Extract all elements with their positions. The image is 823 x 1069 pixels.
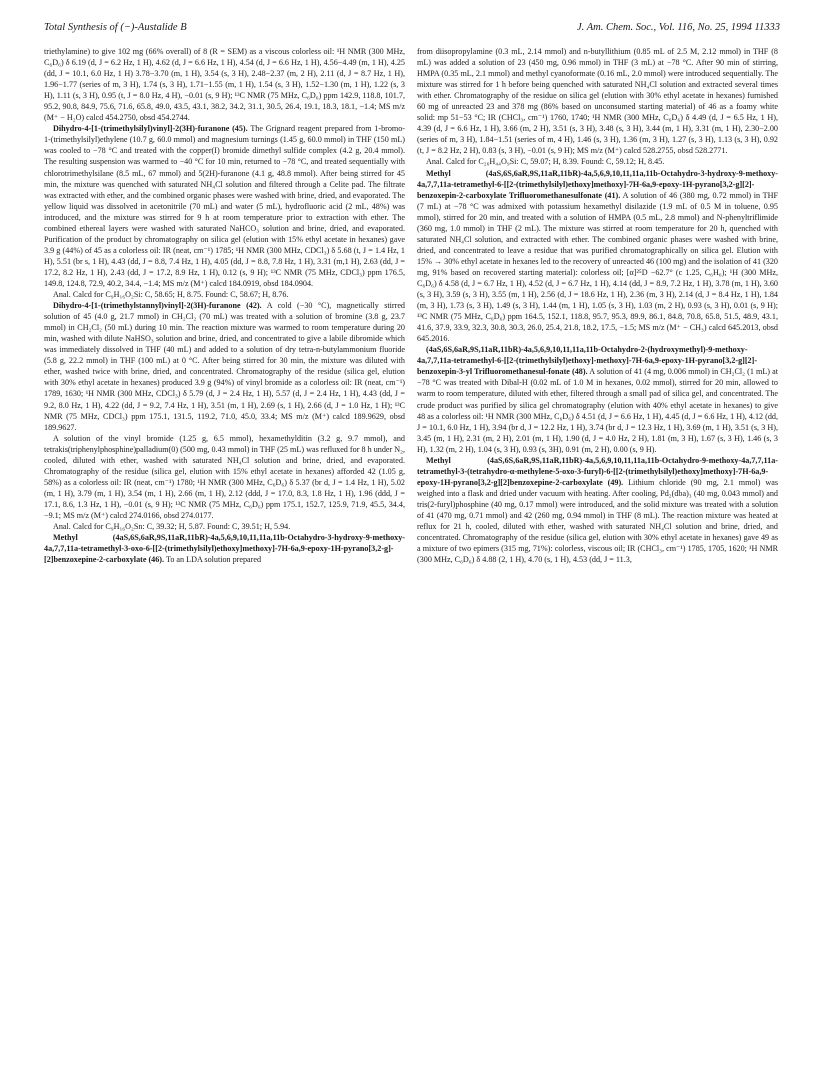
running-title: Total Synthesis of (−)-Austalide B (44, 22, 187, 33)
paragraph: Anal. Calcd for C₉H₁₆O₂Sn: C, 39.32; H, 5.87. Found: C, 39.51; H, 5.94. (53, 522, 291, 532)
paragraph (417, 168, 778, 345)
paragraph-body: A solution of 41 (4 mg, 0.006 mmol) in CH₂Cl₂ (1 mL) at −78 °C was treated with Dibal-H (0.02 mL of 1.0 M in hexanes, 0.02 mmol), stirred for 20 min, allowed to warm to room temperature, diluted with ether, filtered through a small pad of silica gel, and concentrated. The crude product was purified by silica gel chromatography (elution with 40% ethyl acetate in hexanes) to give 48 as a colorless oil: ¹H NMR (300 MHz, C₆D₆) δ 4.51 (d, J = 6.6 Hz, 1 H), 4.45 (d, J = 6.6 Hz, 1 H), 4.12 (dd, J = 10.1, 6.0 Hz, 1 H), 3.94 (br d, J = 12.2 Hz, 1 H), 3.74 (br d, J = 12.3 Hz, 1 H), 3.69 (m, 1 H), 3.51 (s, 3 H), 3.45 (m, 1 H), 2.31 (m, 2 H), 2.01 (m, 1 H), 1.90 (d, J = 4.0 Hz, 2 H), 1.81 (m, 3 H), 1.67 (s, 3 H), 1.46 (s, 3 H), 1.32 (m, 2 H), 1.04 (s, 3 H), 0.93 (s, 3H), 0.91 (m, 2 H), 0.00 (s, 9 H). (417, 367, 778, 454)
paragraph-body: A cold (−30 °C), magnetically stirred solution of 45 (4.0 g, 21.7 mmol) in CH₂Cl₂ (70 mL) was treated with a solution of bromine (3.8 g, 23.7 mmol) in CH₂Cl₂ (50 mL) during 10 min. The reaction mixture was warmed to room temperature during 20 min, washed with dilute NaHSO₃ solution and brine, dried, and concentrated to give a labile dibromide which was immediately dissolved in THF (40 mL) and added to a solution of dry tetra-n-butylammonium fluoride (5.8 g, 22.2 mmol) in THF (100 mL) at 0 °C. After being stirred for 30 min, the mixture was diluted with ether, washed twice with brine, dried, and concentrated. Chromatography of the residue (silica gel, elution with 30% ethyl acetate in hexanes) produced 3.9 g (94%) of vinyl bromide as a colorless oil: IR (neat, cm⁻¹) 1789, 1630; ¹H NMR (300 MHz, CDCl₃) δ 5.79 (d, J = 2.4 Hz, 1 H), 5.57 (d, J = 2.4 Hz, 1 H), 4.43 (dd, J = 9.2, 8.0 Hz, 1 H), 4.22 (dd, J = 9.2, 7.4 Hz, 1 H), 3.51 (m, 1 H), 2.69 (s, 1 H), 2.66 (d, J = 1.0 Hz, 1 H); ¹³C NMR (75 MHz, CDCl₃) ppm 175.1, 131.5, 119.2, 71.0, 45.0, 33.4; MS m/z (M⁺) calcd 189.9629, obsd 189.9627. (44, 301, 405, 432)
paragraph: Anal. Calcd for C₉H₁₆O₂Si: C, 58.65; H, 8.75. Found: C, 58.67; H, 8.76. (53, 290, 289, 300)
compound-heading: Dihydro-4-[1-(trimethylstannyl)vinyl]-2(3H)-furanone (42). (53, 301, 262, 311)
paragraph-body: A solution of 46 (380 mg, 0.72 mmol) in THF (7 mL) at −78 °C was admixed with potassium hexamethyl disilazide (1.9 mL of 0.5 M in toluene, 0.95 mmol), stirred for 20 min, and treated with a solution of HMPA (0.5 mL, 2.8 mmol) and N-phenyltriflimide (360 mg, 1.0 mmol) in THF (2 mL). The mixture was stirred at room temperature for 20 h, quenched with saturated NH₄Cl solution, and extracted with ether. The combined organic phases were washed with brine, dried, and concentrated to leave a residue that was purified chromatographically on silica gel. Elution with 15% → 30% ethyl acetate in hexanes led to the recovery of unreacted 46 (100 mg) and the isolation of 41 (320 mg, 91% based on recovered starting material): colorless oil; [α]²⁵D −62.7° (c 1.25, C₆H₆); ¹H (300 MHz, C₆D₆) δ 4.58 (d, J = 6.7 Hz, 1 H), 4.52 (d, J = 6.7 Hz, 1 H), 4.14 (dd, J = 8.9, 7.2 Hz, 1 H), 3.78 (m, 1 H), 3.60 (s, 3 H), 3.59 (s, 3 H), 3.55 (m, 1 H), 2.56 (d, J = 18.6 Hz, 1 H), 2.36 (m, 3 H), 2.14 (d, J = 8.4 Hz, 1 H), 1.84 (m, 3 H), 1.73 (s, 3 H), 1.49 (s, 3 H), 1.44 (m, 1 H), 1.05 (s, 3 H), 1.03 (m, 2 H), 0.93 (s, 3 H), 0.01 (s, 9 H); ¹³C NMR (75 MHz, C₆D₆) ppm 164.5, 152.1, 118.8, 95.7, 95.3, 89.9, 86.1, 84.8, 70.8, 65.8, 51.5, 48.9, 43.1, 41.6, 37.9, 33.9, 32.3, 30.8, 30.3, 26.0, 25.4, 21.8, 18.2, 17.5, −1.5; MS m/z (M⁺ − CH₃) calcd 645.2013, obsd 645.2016. (417, 190, 778, 344)
paragraph-body: To an LDA solution prepared (165, 555, 262, 565)
paragraph: Anal. Calcd for C₂₆H₄₄O₉Si: C, 59.07; H, 8.39. Found: C, 59.12; H, 8.45. (426, 157, 665, 167)
paragraph (44, 532, 405, 565)
paragraph-body: The Grignard reagent prepared from 1-bromo-1-(trimethylsilyl)ethylene (10.7 g, 60.0 mmol) and magnesium turnings (1.45 g, 60.0 mmol) in THF (150 mL) was cooled to −78 °C and treated with the copper(I) bromide dimethyl sulfide complex (4.2 g, 20.4 mmol). The resulting suspension was warmed to −40 °C for 10 min, returned to −78 °C, and treated sequentially with chlorotrimethylsilane (8.5 mL, 67 mmol) and 5(2H)-furanone (4.1 g, 48.8 mmol). After being stirred for 45 min, the mixture was quenched with saturated NH₄Cl solution and filtered through a Celite pad. The filtrate was extracted with ether, and the combined organic phases were washed with brine, dried, and evaporated. The yellow liquid was dissolved in acetonitrile (70 mL) and water (5 mL), hydrofluoric acid (2 mL, 48%) was introduced, and the mixture was stirred for 9 h at room temperature prior to extraction with ether. The combined ethereal layers were washed with saturated NaHCO₃ solution and brine, dried, and evaporated. Purification of the product by chromatography on silica gel (elution with 15% ethyl acetate in hexanes) gave 3.9 g (44%) of 45 as a colorless oil: IR (neat, cm⁻¹) 1785; ¹H NMR (300 MHz, CDCl₃) δ 5.68 (t, J = 1.4 Hz, 1 H), 5.51 (br s, 1 H), 4.43 (dd, J = 8.8, 7.4 Hz, 1 H), 4.05 (dd, J = 8.8, 7.8 Hz, 1 H), 3.31 (m,1 H), 2.63 (dd, J = 17.2, 8.2 Hz, 1 H), 2.43 (dd, J = 17.2, 8.9 Hz, 1 H), 0.12 (s, 9 H); ¹³C NMR (75 MHz, CDCl₃) ppm 176.5, 149.8, 124.8, 72.9, 40.2, 34.4, −1.4; MS m/z (M⁺) calcd 184.0919, obsd 184.0904. (44, 124, 405, 288)
right-column (417, 46, 778, 565)
journal-citation: J. Am. Chem. Soc., Vol. 116, No. 25, 1994 11333 (577, 22, 780, 33)
compound-heading: Methyl (4aS,6S,6aR,9S,11aR,11bR)-4a,5,6,9,10,11,11a,11b-Octahydro-3-hydroxy-9-methoxy-4a,7,7,11a-tetramethyl-3-oxo-6-[[2-(trimethylsilyl)ethoxy]methoxy]-7H-6a,9-epoxy-1H-pyrano[3,2-g]-[2]benzoxepine-2-carboxylate (46). (44, 533, 405, 565)
left-column (44, 46, 405, 565)
paragraph-body: Lithium chloride (90 mg, 2.1 mmol) was weighed into a flask and dried under vacuum with heating. After cooling, Pd₂(dba)₃ (40 mg, 0.043 mmol) and tris(2-furyl)phosphine (40 mg, 0.17 mmol) were introduced, and the solid mixture was treated with a solution of 41 (470 mg, 0.71 mmol) and 42 (260 mg, 0.94 mmol) in THF (8 mL). The reaction mixture was heated at reflux for 21 h, cooled, diluted with ether, washed with saturated NH₄Cl solution and brine, dried, and concentrated. Chromatography of the residue (silica gel, elution with 30% ethyl acetate in hexanes) gave 49 as a mixture of two epimers (315 mg, 71%): colorless, viscous oil; IR (CHCl₃, cm⁻¹) 1785, 1705, 1620; ¹H NMR (300 MHz, C₆D₆) δ 4.88 (2, 1 H), 4.70 (s, 1 H), 4.53 (dd, J = 11.3, (417, 477, 778, 565)
paragraph (44, 123, 405, 289)
paragraph (44, 300, 405, 433)
compound-heading: (4aS,6S,6aR,9S,11aR,11bR)-4a,5,6,9,10,11,11a,11b-Octahydro-2-(hydroxymethyl)-9-methoxy-4a,7,7,11a-tetramethyl-6-[[2-(trimethylsilyl)ethoxy]-methoxy]-7H-6a,9-epoxy-1H-pyrano[3,2-g][2]-benzoxepin-3-yl Trifluoromethanesul-fonate (48). (417, 345, 758, 377)
compound-heading: Methyl (4aS,6S,6aR,9S,11aR,11bR)-4a,5,6,9,10,11,11a,11b-Octahydro-3-hydroxy-9-methoxy-4a,7,7,11a-tetramethyl-6-[[2-(trimethylsilyl)ethoxy]methoxy]-7H-6a,9-epoxy-1H-pyrano[3,2-g][2]-benzoxepin-2-carboxylate Trifluoromethanesulfonate (41). (417, 168, 778, 200)
paragraph (417, 455, 778, 565)
compound-heading: Dihydro-4-[1-(trimethylsilyl)vinyl]-2(3H)-furanone (45). (53, 124, 248, 134)
paragraph: A solution of the vinyl bromide (1.25 g, 6.5 mmol), hexamethylditin (3.2 g, 9.7 mmol), and tetrakis(triphenylphosphine)palladium(0) (500 mg, 0.43 mmol) in THF (25 mL) was refluxed for 8 h under N₂, cooled, diluted with ether, washed with saturated NH₄Cl solution and brine, dried, and evaporated. Chromatography of the residue (silica gel, elution with 15% ethyl acetate in hexanes) afforded 42 (1.05 g, 58%) as a colorless oil: IR (neat, cm⁻¹) 1780; ¹H NMR (300 MHz, C₆D₆) δ 5.37 (br d, J = 1.4 Hz, 1 H), 5.02 (m, 1 H), 3.79 (m, 1 H), 3.54 (m, 1 H), 2.66 (m, 1 H), 2.12 (ddd, J = 17.0, 8.3, 1.8 Hz, 1 H), 1.96 (ddd, J = 17.1, 8.6, 1.3 Hz, 1 H), −0.01 (s, 9 H); ¹³C NMR (75 MHz, C₆D₆) ppm 175.1, 152.7, 125.9, 71.9, 45.5, 34.4, −9.1; MS m/z (M⁺) calcd 274.0166, obsd 274.0177. (44, 433, 405, 520)
paragraph: from diisopropylamine (0.3 mL, 2.14 mmol) and n-butyllithium (0.85 mL of 2.5 M, 2.12 mmol) in THF (8 mL) was added a solution of 23 (450 mg, 0.96 mmol) in THF (3 mL) at −78 °C. After 90 min of stirring, HMPA (0.35 mL, 2.1 mmol) and methyl cyanoformate (0.16 mL, 2.0 mmol) were introduced sequentially. The mixture was stirred for 1 h before being quenched with saturated NH₄Cl solution and extracted several times with ether. Chromatography of the residue on silica gel (elution with 30% ethyl acetate in hexanes) furnished 60 mg of unreacted 23 and 378 mg (86% based on unconsumed starting material) of 46 as a foamy white solid: mp 51−53 °C; IR (CHCl₃, cm⁻¹) 1760, 1740; ¹H NMR (300 MHz, C₆D₆) δ 4.49 (d, J = 6.5 Hz, 1 H), 4.39 (d, J = 6.6 Hz, 1 H), 3.66 (m, 2 H), 3.51 (s, 3 H), 3.48 (s, 3 H), 3.44 (m, 1 H), 3.31 (m, 1 H), 2.30−2.00 (series of m, 3 H), 1.84−1.51 (series of m, 4 H), 1.46 (s, 3 H), 1.36 (m, 3 H), 1.27 (s, 3 H), 1.13 (s, 3 H), 0.92 (t, J = 8.2 Hz, 2 H), 0.83 (s, 3 H), −0.01 (s, 9 H); MS m/z (M⁺) calcd 528.2755, obsd 528.2771. (417, 47, 778, 156)
paragraph (417, 344, 778, 454)
running-header (44, 22, 780, 36)
paragraph: triethylamine) to give 102 mg (66% overall) of 8 (R = SEM) as a viscous colorless oil: ¹H NMR (300 MHz, C₆D₆) δ 6.19 (d, J = 6.2 Hz, 1 H), 4.62 (d, J = 6.6 Hz, 1 H), 4.54 (d, J = 6.6 Hz, 1 H), 4.56−4.49 (m, 1 H), 4.25 (dd, J = 10.1, 6.0 Hz, 1 H) 3.78−3.70 (m, 1 H), 3.54 (s, 3 H), 2.48−2.37 (m, 2 H), 2.11 (d, J = 8.7 Hz, 1 H), 1.96−1.77 (series of m, 3 H), 1.74 (s, 3 H), 1.71−1.55 (m, 1 H), 1.54 (s, 3 H), 1.52−1.30 (m, 1 H), 1.22 (s, 3 H), 1.11 (s, 3 H), 0.95 (t, J = 8.0 Hz, 4 H), −0.01 (s, 9 H); ¹³C NMR (75 MHz, C₆D₆) ppm 142.9, 118.8, 101.7, 95.2, 90.8, 84.9, 75.6, 71.6, 65.8, 49.0, 43.5, 43.1, 38.2, 34.2, 31.1, 30.5, 26.4, 19.1, 18.3, 18.1, −1.4; MS m/z (M⁺ − H₂O) calcd 454.2750, obsd 454.2744. (44, 47, 405, 123)
compound-heading: Methyl (4aS,6S,6aR,9S,11aR,11bR)-4a,5,6,9,10,11,11a,11b-Octahydro-9-methoxy-4a,7,7,11a-tetramethyl-3-(tetrahydro-α-methylene-5-oxo-3-furyl)-6-[[2-(trimethylsilyl)ethoxy]methoxy]-7H-6a,9-epoxy-1H-pyrano[3,2-g][2]benzoxepine-2-carboxylate (49). (417, 455, 778, 487)
